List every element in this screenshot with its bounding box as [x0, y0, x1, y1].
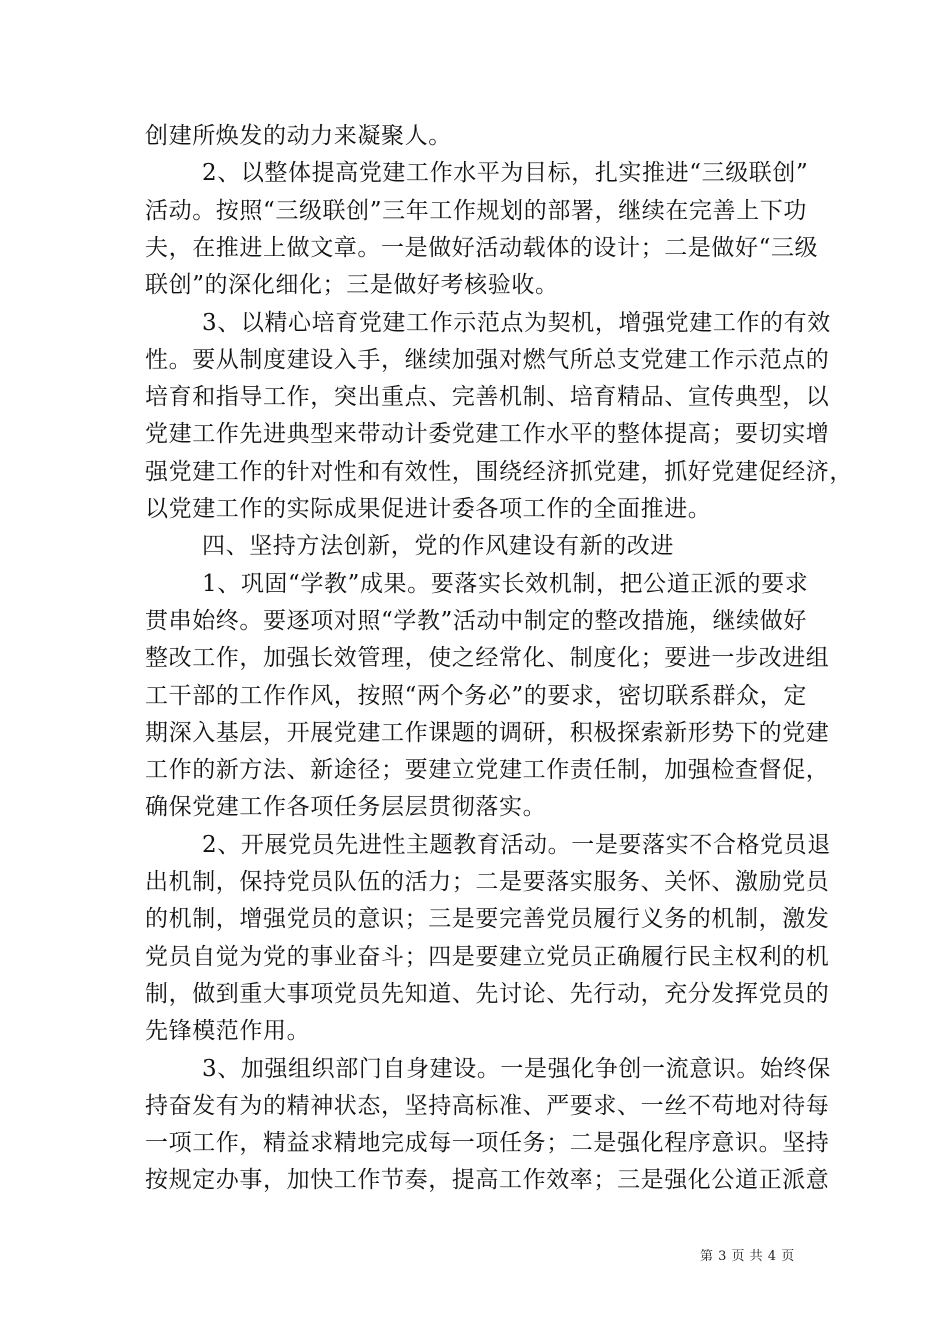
page-number: 第 3 页 共 4 页	[700, 1249, 795, 1264]
text-line: 工干部的工作作风，按照“两个务必”的要求，密切联系群众，定	[145, 682, 807, 709]
text-line: 1、巩固“学教”成果。要落实长效机制，把公道正派的要求	[202, 570, 809, 597]
text-line: 3、以精心培育党建工作示范点为契机，增强党建工作的有效	[202, 309, 831, 336]
text-line: 强党建工作的针对性和有效性，围绕经济抓党建，抓好党建促经济，	[145, 458, 853, 485]
text-line: 联创”的深化细化；三是做好考核验收。	[145, 272, 559, 299]
text-line: 党员自觉为党的事业奋斗；四是要建立党员正确履行民主权利的机	[145, 943, 830, 970]
text-line: 工作的新方法、新途径；要建立党建工作责任制，加强检查督促，	[145, 757, 830, 784]
text-line: 党建工作先进典型来带动计委党建工作水平的整体提高；要切实增	[145, 421, 830, 448]
text-line: 2、以整体提高党建工作水平为目标，扎实推进“三级联创”	[202, 160, 809, 187]
section-heading: 四、坚持方法创新，党的作风建设有新的改进	[202, 533, 674, 560]
text-line: 按规定办事，加快工作节奏，提高工作效率；三是强化公道正派意	[145, 1167, 830, 1194]
text-line: 3、加强组织部门自身建设。一是强化争创一流意识。始终保	[202, 1055, 831, 1082]
text-line: 夫，在推进上做文章。一是做好活动载体的设计；二是做好“三级	[145, 234, 819, 261]
text-line: 性。要从制度建设入手，继续加强对燃气所总支党建工作示范点的	[145, 346, 830, 373]
text-line: 期深入基层，开展党建工作课题的调研，积极探索新形势下的党建	[145, 719, 830, 746]
text-line: 整改工作，加强长效管理，使之经常化、制度化；要进一步改进组	[145, 645, 830, 672]
text-line: 确保党建工作各项任务层层贯彻落实。	[145, 794, 547, 821]
text-line: 创建所焕发的动力来凝聚人。	[145, 123, 452, 149]
text-line: 持奋发有为的精神状态，坚持高标准、严要求、一丝不苟地对待每	[145, 1092, 830, 1119]
text-line: 培育和指导工作，突出重点、完善机制、培育精品、宣传典型，以	[145, 384, 830, 411]
text-line: 的机制，增强党员的意识；三是要完善党员履行义务的机制，激发	[145, 906, 830, 933]
text-line: 先锋模范作用。	[145, 1018, 311, 1045]
text-line: 2、开展党员先进性主题教育活动。一是要落实不合格党员退	[202, 831, 831, 858]
text-line: 贯串始终。要逐项对照“学教”活动中制定的整改措施，继续做好	[145, 607, 807, 634]
text-line: 以党建工作的实际成果促进计委各项工作的全面推进。	[145, 496, 712, 522]
text-line: 出机制，保持党员队伍的活力；二是要落实服务、关怀、激励党员	[145, 869, 830, 895]
text-line: 制，做到重大事项党员先知道、先讨论、先行动，充分发挥党员的	[145, 980, 830, 1007]
text-line: 一项工作，精益求精地完成每一项任务；二是强化程序意识。坚持	[145, 1130, 830, 1157]
text-line: 活动。按照“三级联创”三年工作规划的部署，继续在完善上下功	[145, 197, 807, 224]
